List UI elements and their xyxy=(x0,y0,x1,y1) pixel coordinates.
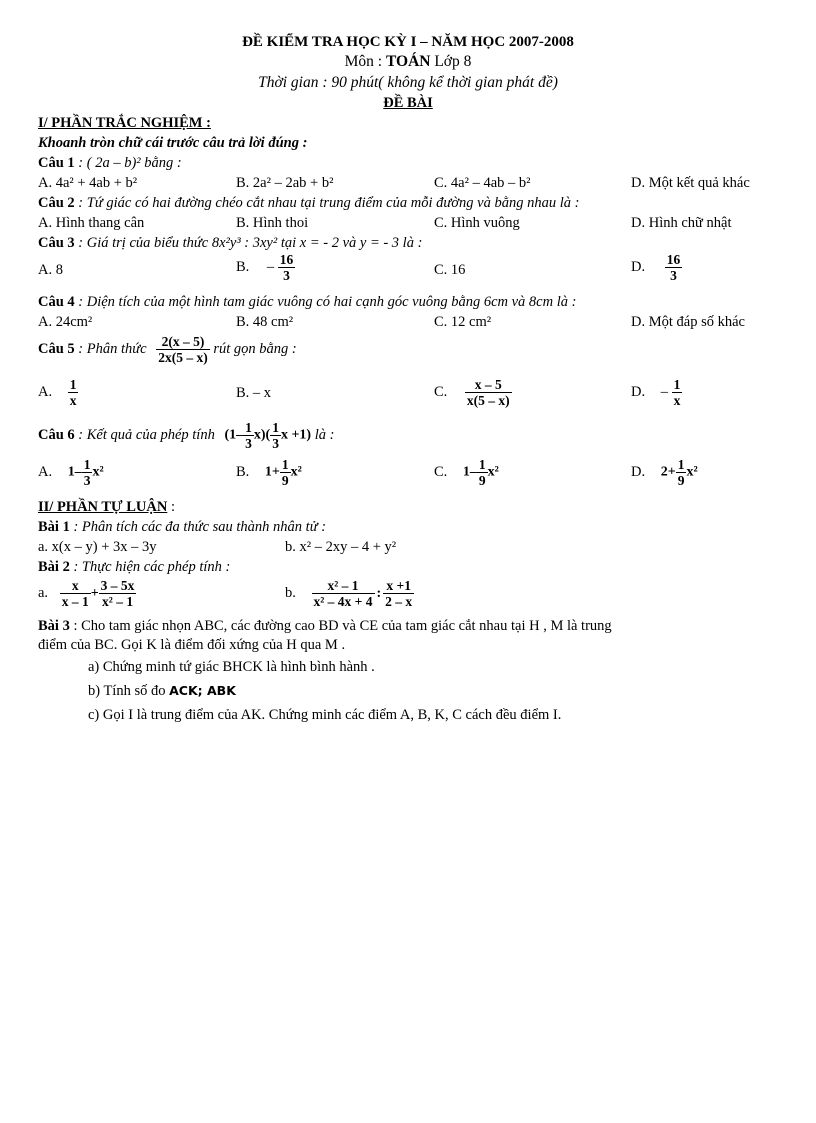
q6-c-expr xyxy=(463,457,499,488)
q6-label: Câu 6 xyxy=(38,427,75,443)
q6-d-prefix: D. xyxy=(631,464,646,480)
q5-d-den: x xyxy=(673,393,681,408)
q5-a-num: 1 xyxy=(69,377,77,392)
q3-option-b xyxy=(236,252,295,283)
question-5 xyxy=(38,334,297,365)
subject-name: TOÁN xyxy=(385,53,431,70)
q6-expr-den-1: 3 xyxy=(245,436,252,451)
q6-c-lead: 1– xyxy=(462,464,477,480)
bai-2 xyxy=(38,558,230,576)
bai2-b-frac-1 xyxy=(312,578,375,609)
bai2-a-prefix: a. xyxy=(38,585,49,601)
part2-heading-tail: : xyxy=(167,499,175,515)
q6-expr-c: x +1) xyxy=(280,427,312,443)
q3-label: Câu 3 xyxy=(38,235,75,251)
q6-d-expr xyxy=(661,457,698,488)
bai2-a1-num: x xyxy=(60,578,91,594)
q5-option-a xyxy=(38,377,78,408)
q6-option-c xyxy=(434,457,499,488)
q6-text-pre: : Kết quả của phép tính xyxy=(74,427,215,443)
bai2-a2-num: 3 – 5x xyxy=(100,578,135,593)
q2-label: Câu 2 xyxy=(38,195,75,211)
q4-option-a: A. 24cm² xyxy=(38,314,93,330)
q5-frac-den: 2x(5 – x) xyxy=(158,350,208,365)
q6-b-num: 1 xyxy=(281,457,289,472)
q5-c-num: x – 5 xyxy=(465,377,512,393)
bai3-b-expr: ACK; ABK xyxy=(169,683,236,698)
q6-expression xyxy=(224,420,311,451)
q1-option-a: A. 4a² + 4ab + b² xyxy=(38,175,138,191)
q1-label: Câu 1 xyxy=(38,155,75,171)
q5-a-den: x xyxy=(69,393,77,408)
q5-option-d xyxy=(631,377,682,408)
q3-b-prefix: B. xyxy=(236,259,250,275)
q1-option-c: C. 4a² – 4ab – b² xyxy=(434,175,531,191)
bai1-item-a: a. x(x – y) + 3x – 3y xyxy=(38,539,157,555)
bai2-b2-num: x +1 xyxy=(383,578,414,594)
q5-text-pre: : Phân thức xyxy=(74,341,147,357)
q3-option-a: A. 8 xyxy=(38,262,63,278)
q5-d-num: 1 xyxy=(673,377,681,392)
q1-option-b: B. 2a² – 2ab + b² xyxy=(236,175,334,191)
bai2-a2-den: x² – 1 xyxy=(102,594,134,609)
bai2-a-op: + xyxy=(90,585,99,601)
q6-expr-frac-1 xyxy=(243,420,254,451)
q2-option-d: D. Hình chữ nhật xyxy=(631,215,732,231)
time-line: Thời gian : 90 phút( không kể thời gian phát đề) xyxy=(258,74,558,91)
q5-option-b: B. – x xyxy=(236,385,272,401)
part2-heading: II/ PHẦN TỰ LUẬN xyxy=(38,499,168,515)
bai2-b1-num: x² – 1 xyxy=(312,578,375,594)
bai2-b1-den: x² – 4x + 4 xyxy=(313,594,373,609)
q4-text: : Diện tích của một hình tam giác vuông có hai cạnh góc vuông bằng 6cm và 8cm là : xyxy=(74,294,577,310)
bai3-label: Bài 3 xyxy=(38,618,70,634)
question-2 xyxy=(38,194,579,212)
q5-text-post: rút gọn bằng : xyxy=(213,341,297,357)
q6-option-d xyxy=(631,457,698,488)
q5-d-fraction xyxy=(672,377,683,408)
part2-heading-line xyxy=(38,498,175,516)
q6-c-num: 1 xyxy=(478,457,486,472)
q5-a-prefix: A. xyxy=(38,384,53,400)
q6-d-tail: x² xyxy=(686,464,698,480)
q6-b-expr xyxy=(265,457,302,488)
question-1 xyxy=(38,154,182,172)
bai2-b-prefix: b. xyxy=(285,585,296,601)
q6-expr-num-2: 1 xyxy=(272,420,279,435)
q4-option-b: B. 48 cm² xyxy=(236,314,294,330)
subject-prefix: Môn : xyxy=(344,53,386,70)
bai3-text-2: điểm của BC. Gọi K là điểm đối xứng của H qua M . xyxy=(38,637,346,653)
q6-b-tail: x² xyxy=(290,464,302,480)
q5-c-den: x(5 – x) xyxy=(466,393,510,408)
q4-option-d: D. Một đáp số khác xyxy=(631,314,745,330)
q5-d-sign: – xyxy=(660,384,668,400)
q3-b-num: 16 xyxy=(279,252,294,267)
q4-option-c: C. 12 cm² xyxy=(434,314,492,330)
de-bai-heading: ĐỀ BÀI xyxy=(383,95,433,111)
q3-d-num: 16 xyxy=(666,252,681,267)
q3-b-den: 3 xyxy=(283,268,290,283)
bai3-item-a: a) Chứng minh tứ giác BHCK là hình bình hành . xyxy=(88,659,375,675)
subject-line xyxy=(0,53,816,71)
q6-expr-num-1: 1 xyxy=(245,420,252,435)
bai2-text: : Thực hiện các phép tính : xyxy=(69,559,231,575)
q6-c-den: 9 xyxy=(478,473,486,488)
q5-frac-num: 2(x – 5) xyxy=(156,334,210,350)
q6-expr-den-2: 3 xyxy=(272,436,279,451)
q3-d-fraction xyxy=(665,252,683,283)
q2-option-a: A. Hình thang cân xyxy=(38,215,145,231)
bai2-b-op: : xyxy=(376,585,382,601)
q6-expr-a: (1– xyxy=(224,427,244,443)
exam-title: ĐỀ KIỂM TRA HỌC KỲ I – NĂM HỌC 2007-2008 xyxy=(242,34,574,50)
q3-text: : Giá trị của biểu thức 8x²y³ : 3xy² tại x = - 2 và y = - 3 là : xyxy=(74,235,423,251)
q3-d-prefix: D. xyxy=(631,259,646,275)
part1-instruction: Khoanh tròn chữ cái trước câu trả lời đúng : xyxy=(38,135,308,151)
q1-text: : ( 2a – b)² bằng : xyxy=(74,155,182,171)
bai2-item-b xyxy=(285,578,414,609)
q1-option-d: D. Một kết quả khác xyxy=(631,175,750,191)
bai2-b-frac-2 xyxy=(383,578,414,609)
q5-c-fraction xyxy=(465,377,512,408)
q6-d-den: 9 xyxy=(677,473,685,488)
question-3 xyxy=(38,234,422,252)
q6-b-fraction xyxy=(280,457,291,488)
bai2-a-frac-1 xyxy=(60,578,91,609)
q3-option-d xyxy=(631,252,682,283)
bai1-text: : Phân tích các đa thức sau thành nhân tử : xyxy=(69,519,327,535)
q6-d-num: 1 xyxy=(677,457,685,472)
q6-d-lead: 2+ xyxy=(660,464,676,480)
bai2-a1-den: x – 1 xyxy=(61,594,89,609)
q6-d-fraction xyxy=(676,457,687,488)
bai2-a-frac-2 xyxy=(99,578,137,609)
bai3-item-c: c) Gọi I là trung điểm của AK. Chứng minh các điểm A, B, K, C cách đều điểm I. xyxy=(88,707,562,723)
bai3-b-text: b) Tính số đo xyxy=(88,683,170,699)
bai-3 xyxy=(38,617,612,635)
q6-a-den: 3 xyxy=(83,473,91,488)
bai3-item-b xyxy=(88,682,236,700)
q5-option-c xyxy=(434,377,512,408)
q6-a-expr xyxy=(68,457,104,488)
bai2-b2-den: 2 – x xyxy=(385,594,413,609)
q5-d-prefix: D. xyxy=(631,384,646,400)
q5-label: Câu 5 xyxy=(38,341,75,357)
q6-a-fraction xyxy=(82,457,93,488)
q2-option-b: B. Hình thoi xyxy=(236,215,309,231)
q6-text-post: là : xyxy=(314,427,335,443)
bai1-item-b: b. x² – 2xy – 4 + y² xyxy=(285,539,397,555)
bai-1 xyxy=(38,518,326,536)
question-6 xyxy=(38,420,334,451)
q6-a-prefix: A. xyxy=(38,464,53,480)
part1-heading: I/ PHẦN TRẮC NGHIỆM : xyxy=(38,115,211,131)
q6-b-den: 9 xyxy=(281,473,289,488)
grade: Lớp 8 xyxy=(430,53,472,70)
q3-b-fraction xyxy=(278,252,296,283)
q6-option-b xyxy=(236,457,302,488)
q6-c-fraction xyxy=(477,457,488,488)
q5-fraction xyxy=(156,334,210,365)
q4-label: Câu 4 xyxy=(38,294,75,310)
q2-option-c: C. Hình vuông xyxy=(434,215,520,231)
q6-b-lead: 1+ xyxy=(264,464,280,480)
q2-text: : Tứ giác có hai đường chéo cắt nhau tại trung điểm của mỗi đường và bằng nhau là : xyxy=(74,195,580,211)
q6-c-prefix: C. xyxy=(434,464,448,480)
q3-option-c: C. 16 xyxy=(434,262,466,278)
q6-expr-b: x)( xyxy=(253,427,271,443)
q6-a-num: 1 xyxy=(83,457,91,472)
q6-expr-frac-2 xyxy=(270,420,281,451)
q6-b-prefix: B. xyxy=(236,464,250,480)
bai2-label: Bài 2 xyxy=(38,559,70,575)
q3-b-sign: – xyxy=(266,259,275,275)
bai2-item-a xyxy=(38,578,136,609)
q3-d-den: 3 xyxy=(665,267,683,283)
bai1-label: Bài 1 xyxy=(38,519,70,535)
q6-a-lead: 1– xyxy=(67,464,82,480)
question-4 xyxy=(38,293,576,311)
q5-c-prefix: C. xyxy=(434,384,448,400)
q6-a-tail: x² xyxy=(92,464,104,480)
q5-a-fraction xyxy=(68,377,79,408)
q6-option-a xyxy=(38,457,104,488)
q6-c-tail: x² xyxy=(487,464,499,480)
bai3-text-1: : Cho tam giác nhọn ABC, các đường cao BD và CE của tam giác cắt nhau tại H , M là trung xyxy=(69,618,612,634)
